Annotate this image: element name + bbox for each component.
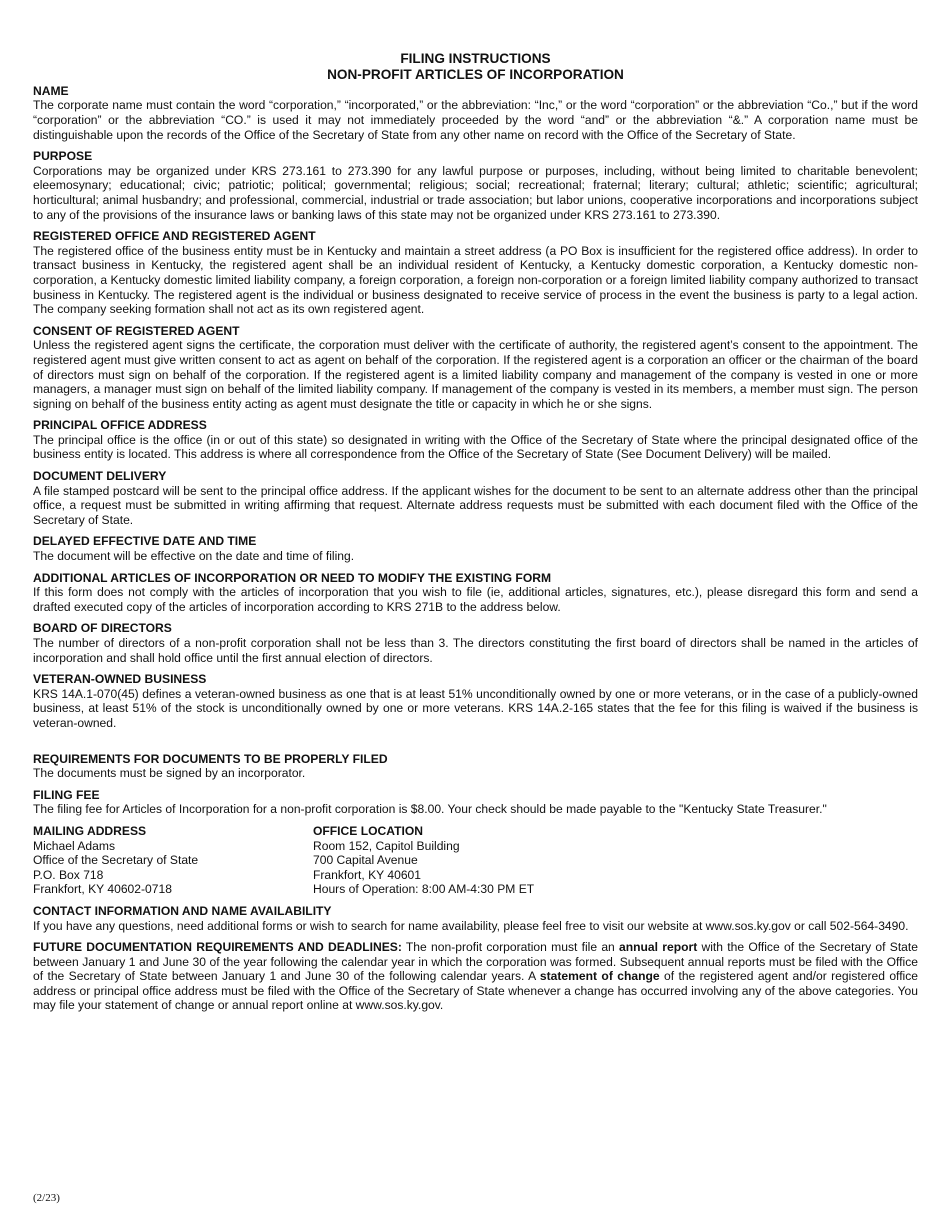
section-filing-fee (33, 788, 918, 817)
section-body: If this form does not comply with the articles of incorporation that you wish to file (ie, additional articles, signatures, etc.), please disregard this form and send a drafted executed copy of the articles of incorporation according to KRS 271B to the address below. (33, 585, 918, 614)
section-delayed-date (33, 534, 918, 563)
section-registered-office (33, 229, 918, 317)
section-heading: NAME (33, 83, 69, 98)
section-heading: CONTACT INFORMATION AND NAME AVAILABILITY (33, 903, 332, 918)
section-body: KRS 14A.1-070(45) defines a veteran-owned business as one that is at least 51% unconditionally owned by one or more veterans, or in the case of a publicly-owned business, at least 51% of the stock is unconditionally owned by one or more veterans. KRS 14A.2-165 states that the fee for this filing is waived if the business is veteran-owned. (33, 686, 918, 730)
office-location (313, 824, 713, 897)
title-line-2: NON-PROFIT ARTICLES OF INCORPORATION (327, 67, 624, 83)
section-additional-articles (33, 571, 918, 615)
section-body: The document will be effective on the date and time of filing. (33, 549, 355, 564)
section-name (33, 84, 918, 142)
title-line-1: FILING INSTRUCTIONS (400, 51, 551, 66)
section-purpose (33, 149, 918, 222)
section-body: The number of directors of a non-profit corporation shall not be less than 3. The directors constituting the first board of directors shall be named in the articles of incorporation and shall hold office until the first annual election of directors. (33, 636, 918, 665)
section-heading: DOCUMENT DELIVERY (33, 469, 167, 484)
section-requirements (33, 752, 918, 781)
future-heading: FUTURE DOCUMENTATION REQUIREMENTS AND DEADLINES: (33, 940, 402, 955)
section-body: The corporate name must contain the word “corporation,” “incorporated,” or the abbreviation: “Inc,” or the word “corporation” or the abbreviation “Co.,” but if the word “corporation” or the abbreviation “CO.” is used it may not immediately proceeded by the word “and” or the abbreviation “&.” A corporation name must be distinguishable upon the records of the Office of the Secretary of State from any other name on record with the Office of the Secretary of State. (33, 98, 918, 142)
section-heading: REQUIREMENTS FOR DOCUMENTS TO BE PROPERLY FILED (33, 751, 388, 766)
section-consent (33, 324, 918, 412)
section-heading: VETERAN-OWNED BUSINESS (33, 672, 207, 687)
section-body: The documents must be signed by an incorporator. (33, 766, 306, 781)
annual-report-term: annual report (619, 940, 698, 955)
section-body: The filing fee for Articles of Incorporation for a non-profit corporation is $8.00. Your check should be made payable to the "Kentucky State Treasurer." (33, 802, 827, 817)
office-location-line: 700 Capital Avenue (313, 853, 418, 868)
section-heading: ADDITIONAL ARTICLES OF INCORPORATION OR NEED TO MODIFY THE EXISTING FORM (33, 570, 552, 585)
office-location-heading: OFFICE LOCATION (313, 823, 423, 838)
section-heading: CONSENT OF REGISTERED AGENT (33, 323, 240, 338)
section-body: The principal office is the office (in or out of this state) so designated in writing with the Office of the Secretary of State where the principal designated office of the business entity is located. This address is where all correspondence from the Office of the Secretary of State (See Document Delivery) will be mailed. (33, 432, 918, 462)
address-block (33, 824, 918, 897)
section-heading: PURPOSE (33, 149, 93, 164)
mailing-address-line: Frankfort, KY 40602-0718 (33, 882, 172, 897)
future-requirements-paragraph (33, 940, 918, 1013)
mailing-address-line: Michael Adams (33, 838, 116, 853)
section-veteran (33, 672, 918, 730)
section-body: A file stamped postcard will be sent to the principal office address. If the applicant wishes for the document to be sent to an alternate address other than the principal office, a request must be submitted in writing affirming that request. Alternate address requests must be submitted with each document filed with the Office of the Secretary of State. (33, 483, 918, 527)
statement-of-change-term: statement of change (539, 969, 660, 984)
section-board (33, 621, 918, 665)
mailing-address (33, 824, 313, 897)
revision-date: (2/23) (33, 1192, 60, 1204)
section-body: The registered office of the business entity must be in Kentucky and maintain a street address (a PO Box is insufficient for the registered office address). In order to transact business in Kentucky, the registered agent shall be an individual resident of Kentucky, a Kentucky domestic corporation, a Kentucky domestic non-corporation, a Kentucky domestic limited liability company, a foreign corporation, a foreign non-corporation or a foreign limited liability company authorized to transact business in Kentucky. The registered agent is the individual or business designated to receive service of process in the event the business is party to a legal action. The company seeking formation shall not act as its own registered agent. (33, 243, 918, 317)
future-text: The non-profit corporation must file an (401, 940, 620, 955)
section-heading: DELAYED EFFECTIVE DATE AND TIME (33, 534, 257, 549)
office-location-line: Hours of Operation: 8:00 AM-4:30 PM ET (313, 882, 535, 897)
instructions-page (33, 51, 918, 1013)
future-text: of the registered agent and/or registered office address or principal office address must be filed with the Office of the Secretary of State whenever a change has occurred involving any of the above categories. You may file your statement of change or annual report online at www.sos.ky.gov. (33, 969, 919, 1013)
section-document-delivery (33, 469, 918, 527)
section-body: If you have any questions, need additional forms or wish to search for name availability, please feel free to visit our website at www.sos.ky.gov or call 502-564-3490. (33, 918, 909, 933)
mailing-address-line: P.O. Box 718 (33, 867, 104, 882)
mailing-address-line: Office of the Secretary of State (33, 853, 199, 868)
future-text: with the Office of the Secretary of State between January 1 and June 30 of the year following the calendar year in which the corporation was formed. Subsequent annual reports must be filed with the Office of the Secretary of State between January 1 and June 30 of the following calendar years. A (33, 940, 918, 984)
page-title (33, 51, 918, 84)
section-heading: FILING FEE (33, 787, 100, 802)
section-body: Unless the registered agent signs the certificate, the corporation must deliver with the certificate of authority, the registered agent’s consent to the appointment. The registered agent must give written consent to act as agent on behalf of the corporation. If the registered agent is a corporation an officer or the chairman of the board of directors must sign on behalf of the corporation. If the registered agent is a limited liability company and management of the company is vested in one or more managers, a manager must sign on behalf of the limited liability company. If management of the company is vested in its members, a member must sign. The person signing on behalf of the business entity acting as agent must designate the title or capacity in which he or she signs. (33, 338, 918, 411)
section-body: Corporations may be organized under KRS 273.161 to 273.390 for any lawful purpose or purposes, including, without being limited to charitable benevolent; eleemosynary; educational; civic; patriotic; political; governmental; religious; social; recreational; fraternal; literary; cultural; athletic; scientific; agricultural; horticultural; animal husbandry; and professional, commercial, industrial or trade association; but labor unions, cooperative incorporations and incorporations subject to any of the provisions of the insurance laws or banking laws of this state may not be organized under KRS 273.161 to 273.390. (33, 163, 918, 222)
section-contact (33, 904, 918, 933)
office-location-line: Room 152, Capitol Building (313, 838, 460, 853)
mailing-address-heading: MAILING ADDRESS (33, 823, 147, 838)
section-heading: BOARD OF DIRECTORS (33, 621, 172, 636)
section-heading: REGISTERED OFFICE AND REGISTERED AGENT (33, 229, 316, 244)
section-heading: PRINCIPAL OFFICE ADDRESS (33, 418, 207, 433)
section-principal-office (33, 418, 918, 462)
office-location-line: Frankfort, KY 40601 (313, 867, 422, 882)
